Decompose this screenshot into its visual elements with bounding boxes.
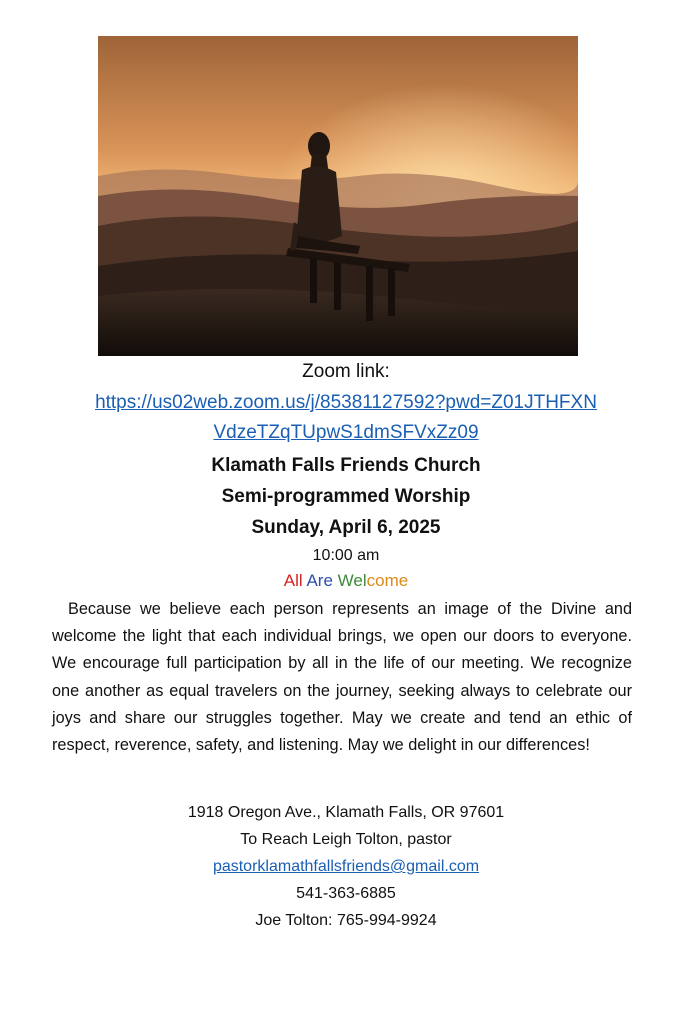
welcome-word-come: come <box>366 571 409 590</box>
welcome-statement: Because we believe each person represents an image of the Divine and welcome the light that each individual brings, we open our doors to everyone. We encourage full participation by all in the life of our meeting. We recognize one another as equal travelers on the journey, seeking always to celebrate our joys and share our struggles together. May we create and tend an ethic of respect, reverence, safety, and listening. May we delight in our differences! <box>52 600 632 755</box>
service-name: Semi-programmed Worship <box>221 486 471 507</box>
pastor-contact-heading: To Reach Leigh Tolton, pastor <box>240 831 452 848</box>
service-date: Sunday, April 6, 2025 <box>251 517 441 538</box>
all-are-welcome <box>0 568 692 594</box>
service-time: 10:00 am <box>312 547 380 564</box>
zoom-label: Zoom link: <box>302 361 390 382</box>
zoom-link-line-2[interactable]: VdzeTZqTUpwS1dmSFVxZz09 <box>213 422 479 443</box>
zoom-link[interactable] <box>0 388 692 448</box>
pastor-phone: 541-363-6885 <box>296 885 396 902</box>
welcome-word-all: All <box>283 571 303 590</box>
welcome-word-are: Are <box>306 571 333 590</box>
church-name: Klamath Falls Friends Church <box>211 455 481 476</box>
hero-photo <box>98 36 578 356</box>
person-on-bench-sunset-icon <box>98 36 578 356</box>
joe-tolton-phone: Joe Tolton: 765-994-9924 <box>255 912 437 929</box>
welcome-word-wel: Wel <box>337 571 367 590</box>
zoom-link-line-1[interactable]: https://us02web.zoom.us/j/85381127592?pwd=Z01JTHFXN <box>95 392 597 413</box>
church-address: 1918 Oregon Ave., Klamath Falls, OR 97601 <box>187 804 505 821</box>
pastor-email-link[interactable]: pastorklamathfallsfriends@gmail.com <box>212 858 480 875</box>
